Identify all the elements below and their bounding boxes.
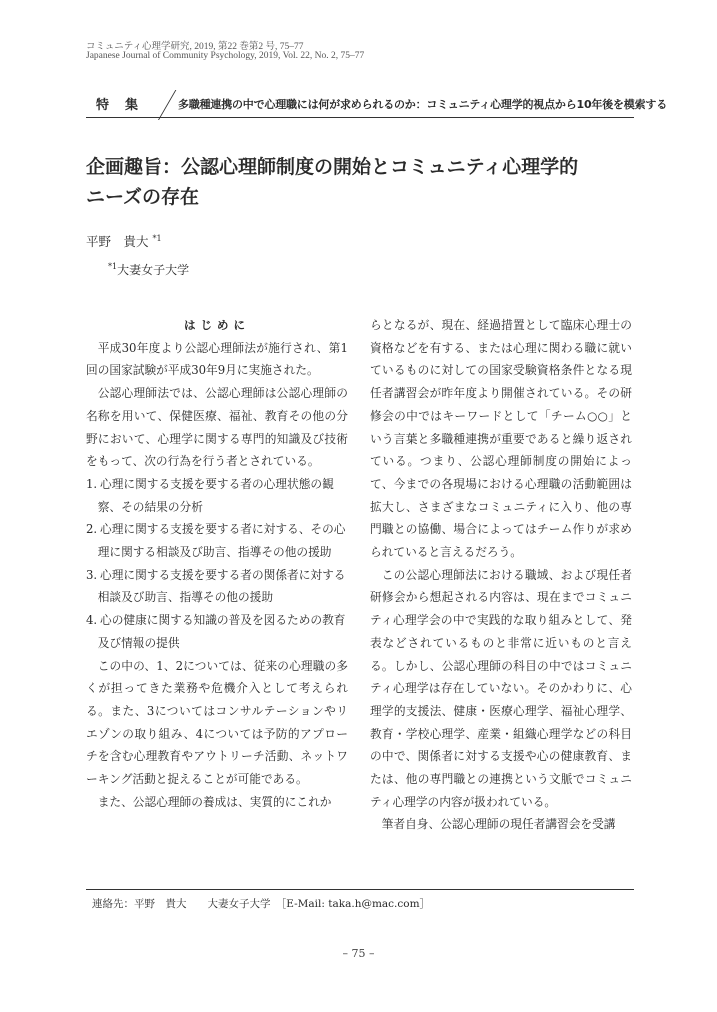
page-number: – 75 – <box>342 947 375 960</box>
footer-rule <box>86 889 634 890</box>
paragraph: 平成30年度より公認心理師法が施行され、第1回の国家試験が平成30年9月に実施された。 <box>86 340 348 378</box>
list-item: 4. 心の健康に関する知識の普及を図るための教育及び情報の提供 <box>86 613 346 650</box>
article-title-line2: ニーズの存在 <box>86 186 200 208</box>
special-feature-label: 特集 <box>96 98 155 113</box>
author <box>86 232 162 250</box>
list-item: 1. 心理に関する支援を要する者の心理状態の観察、その結果の分析 <box>86 476 334 514</box>
list-item: 2. 心理に関する支援を要する者に対する、その心理に関する相談及び助言、指導その他の援助 <box>86 522 346 560</box>
special-bar-rule <box>86 117 634 118</box>
author-name: 平野 貴大 <box>86 234 149 249</box>
list-item: 3. 心理に関する支援を要する者の関係者に対する相談及び助言、指導その他の援助 <box>86 567 346 605</box>
paragraph: 筆者自身、公認心理師の現任者講習会を受講 <box>381 817 616 832</box>
article-title <box>86 152 646 212</box>
left-column <box>86 314 348 813</box>
affiliation <box>108 261 189 278</box>
paragraph: らとなるが、現在、経過措置として臨床心理士の資格などを有する、または心理に関わる職に就いているものに対しての国家受験資格条件となる現任者講習会が昨年度より開催されている。その研修会の中ではキーワードとして「チーム○○」という言葉と多職種連携が重要であると繰り返されている。つまり、公認心理師制度の開始によって、今までの各現場における心理職の活動範囲は拡大し、さまざまなコミュニティに入り、他の専門職との協働、場合によってはチーム作りが求められていると言えるだろう。 <box>370 318 632 560</box>
special-feature-bar <box>86 88 668 118</box>
affiliation-mark: *1 <box>108 262 118 271</box>
special-divider <box>158 90 176 120</box>
journal-citation-jp: コミュニティ心理学研究, 2019, 第22 巻第2 号, 75–77 <box>86 42 304 52</box>
affiliation-name: 大妻女子大学 <box>117 263 190 277</box>
duties-list <box>86 473 348 655</box>
right-column <box>370 314 632 836</box>
section-heading: はじめに <box>184 318 250 332</box>
author-affiliation-mark: *1 <box>152 234 162 243</box>
special-feature-title: 多職種連携の中で心理職には何が求められるのか：コミュニティ心理学的視点から10年後を模索する <box>178 98 668 111</box>
journal-citation-en: Japanese Journal of Community Psychology, 2019, Vol. 22, No. 2, 75–77 <box>86 51 365 61</box>
paragraph: この中の、1、2については、従来の心理職の多くが担ってきた業務や危機介入として考えられる。また、3についてはコンサルテーションやリエゾンの取り組み、4については予防的アプローチを含む心理教育やアウトリーチ活動、ネットワーキング活動と捉えることが可能である。 <box>86 658 348 787</box>
article-title-line1: 企画趣旨：公認心理師制度の開始とコミュニティ心理学的 <box>86 156 579 178</box>
contact-info: 連絡先：平野 貴大 大妻女子大学 ［E-Mail: taka.h@mac.com］ <box>92 898 431 910</box>
paragraph: また、公認心理師の養成は、実質的にこれか <box>97 794 332 809</box>
paragraph: 公認心理師法では、公認心理師は公認心理師の名称を用いて、保健医療、福祉、教育その他の分野において、心理学に関する専門的知識及び技術をもって、次の行為を行う者とされている。 <box>86 386 348 469</box>
paragraph: この公認心理師法における職域、および現任者研修会から想起される内容は、現在までコミュニティ心理学会の中で実践的な取り組みとして、発表などされているものと非常に近いものと言える。しかし、公認心理師の科目の中ではコミュニティ心理学は存在していない。そのかわりに、心理学的支援法、健康・医療心理学、福祉心理学、教育・学校心理学、産業・組織心理学などの科目の中で、関係者に対する支援や心の健康教育、または、他の専門職との連携という文脈でコミュニティ心理学の内容が扱われている。 <box>370 567 632 809</box>
